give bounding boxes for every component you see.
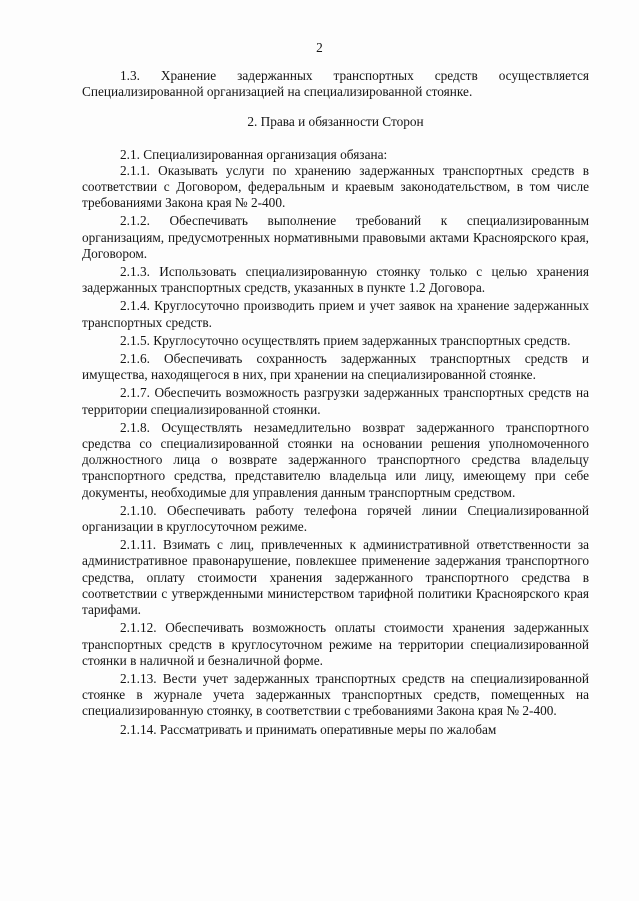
clause-1-3: 1.3. Хранение задержанных транспортных средств осуществляется Специализированной организацией на специализированной стоянке. xyxy=(82,68,589,100)
clause-2-1-12: 2.1.12. Обеспечивать возможность оплаты стоимости хранения задержанных транспортных средств в круглосуточном режиме на территории специализированной стоянки в наличной и безналичной форме. xyxy=(82,620,589,668)
clause-2-1-13: 2.1.13. Вести учет задержанных транспортных средств на специализированной стоянке в журнале учета задержанных транспортных средств, помещенных на специализированную стоянку, в соответствии с требованиями Закона края № 2-400. xyxy=(82,670,589,719)
document-body xyxy=(82,68,589,740)
clause-2-1-2: 2.1.2. Обеспечивать выполнение требований к специализированным организациям, предусмотренных нормативными правовыми актами Красноярского края, Договором. xyxy=(82,213,589,261)
clause-2-1-1: 2.1.1. Оказывать услуги по хранению задержанных транспортных средств в соответствии с Договором, федеральным и краевым законодательством, в том числе требованиями Закона края № 2-400. xyxy=(82,162,589,211)
clause-2-1-11: 2.1.11. Взимать с лиц, привлеченных к административной ответственности за административное правонарушение, повлекшее применение задержания транспортного средства, оплату стоимости хранения задержанного транспортного средства в соответствии с утвержденными министерством тарифной политики Красноярского края тарифами. xyxy=(82,537,589,618)
clause-2-1-3: 2.1.3. Использовать специализированную стоянку только с целью хранения задержанных транспортных средств, указанных в пункте 1.2 Договора. xyxy=(82,264,589,296)
section-intro: 2.1. Специализированная организация обязана: xyxy=(120,146,388,162)
page-number: 2 xyxy=(316,40,323,55)
section-heading: 2. Права и обязанности Сторон xyxy=(247,114,424,130)
clause-2-1-14: 2.1.14. Рассматривать и принимать оперативные меры по жалобам xyxy=(120,721,497,737)
clause-2-1-7: 2.1.7. Обеспечить возможность разгрузки задержанных транспортных средств на территории специализированной стоянки. xyxy=(82,385,589,417)
clause-2-1-10: 2.1.10. Обеспечивать работу телефона горячей линии Специализированной организации в круглосуточном режиме. xyxy=(82,502,589,535)
clause-2-1-6: 2.1.6. Обеспечивать сохранность задержанных транспортных средств и имущества, находящегося в них, при хранении на специализированной стоянке. xyxy=(82,351,589,383)
clause-2-1-4: 2.1.4. Круглосуточно производить прием и учет заявок на хранение задержанных транспортных средств. xyxy=(82,298,589,330)
clause-2-1-8: 2.1.8. Осуществлять незамедлительно возврат задержанного транспортного средства со специализированной стоянки на основании решения уполномоченного должностного лица о возврате задержанного транспортного средства владельцу транспортного средства, представителю владельца или лицу, имеющему при себе документы, необходимые для управления данным транспортным средством. xyxy=(82,419,589,500)
clause-2-1-5: 2.1.5. Круглосуточно осуществлять прием задержанных транспортных средств. xyxy=(120,332,571,348)
